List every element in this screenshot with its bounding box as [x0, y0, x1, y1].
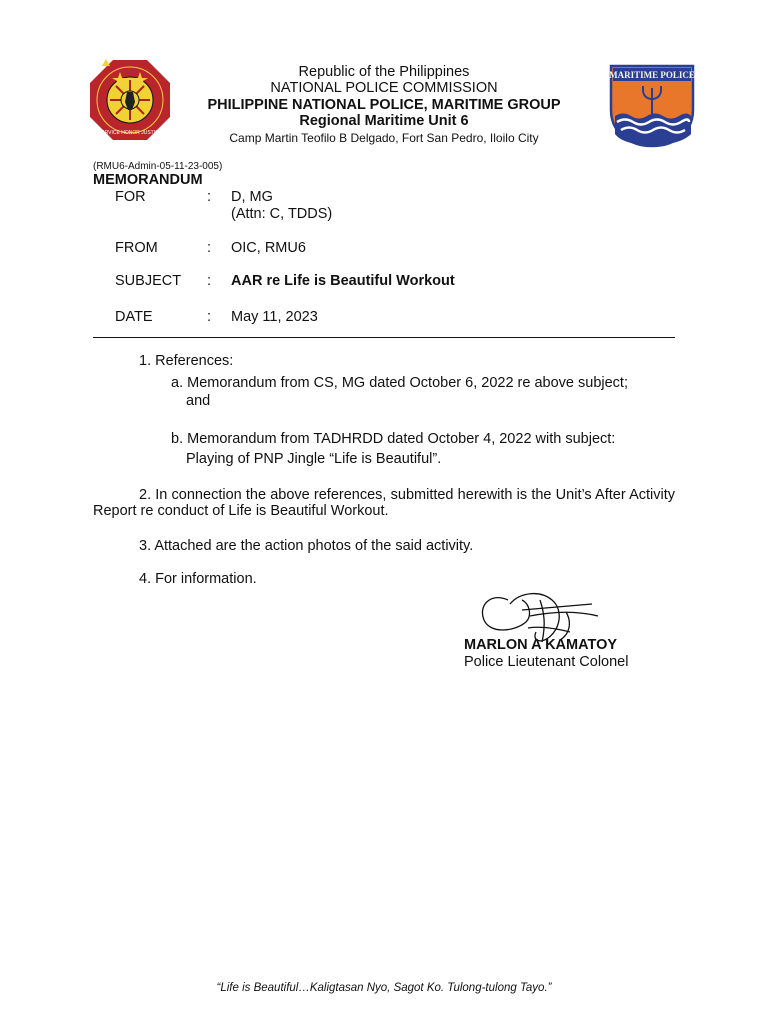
control-number: (RMU6-Admin-05-11-23-005) — [93, 161, 223, 172]
header-unit: Regional Maritime Unit 6 — [299, 113, 469, 129]
header-napolcom: NATIONAL POLICE COMMISSION — [270, 80, 498, 96]
svg-text:SERVICE HONOR JUSTICE: SERVICE HONOR JUSTICE — [97, 130, 163, 136]
for-colon: : — [207, 189, 212, 205]
from-colon: : — [207, 240, 212, 256]
from-label: FROM — [115, 240, 158, 256]
reference-a-line1: a. Memorandum from CS, MG dated October 6, 2022 re above subject; — [171, 375, 628, 391]
from-value: OIC, RMU6 — [231, 240, 306, 256]
for-label: FOR — [115, 189, 146, 205]
svg-text:MARITIME POLICE: MARITIME POLICE — [609, 70, 695, 80]
date-value: May 11, 2023 — [231, 309, 318, 325]
reference-a-line2: and — [186, 393, 211, 409]
header-pnp-maritime: PHILIPPINE NATIONAL POLICE, MARITIME GROUP — [207, 97, 561, 113]
header-republic: Republic of the Philippines — [298, 64, 470, 80]
header-address: Camp Martin Teofilo B Delgado, Fort San Pedro, Iloilo City — [229, 131, 539, 145]
subject-colon: : — [207, 273, 212, 289]
for-attn: (Attn: C, TDDS) — [231, 206, 333, 222]
footer-motto: “Life is Beautiful…Kaligtasan Nyo, Sagot Ko. Tulong-tulong Tayo.” — [216, 982, 552, 994]
paragraph-4: 4. For information. — [139, 571, 257, 587]
paragraph-3: 3. Attached are the action photos of the said activity. — [139, 538, 474, 554]
memo-title: MEMORANDUM — [93, 172, 203, 188]
reference-b-line2: Playing of PNP Jingle “Life is Beautiful”. — [186, 451, 442, 467]
for-value: D, MG — [231, 189, 273, 205]
signatory-name: MARLON A KAMATOY — [464, 637, 618, 653]
date-colon: : — [207, 309, 212, 325]
signatory-rank: Police Lieutenant Colonel — [464, 654, 629, 670]
subject-label: SUBJECT — [115, 273, 182, 289]
header-divider — [93, 337, 675, 338]
date-label: DATE — [115, 309, 153, 325]
subject-value: AAR re Life is Beautiful Workout — [231, 273, 455, 289]
paragraph-2: 2. In connection the above references, submitted herewith is the Unit’s After Activity Report re conduct of Life is Beautiful Workout. — [93, 487, 675, 519]
references-heading: 1. References: — [139, 353, 234, 369]
reference-b-line1: b. Memorandum from TADHRDD dated October 4, 2022 with subject: — [171, 431, 616, 447]
